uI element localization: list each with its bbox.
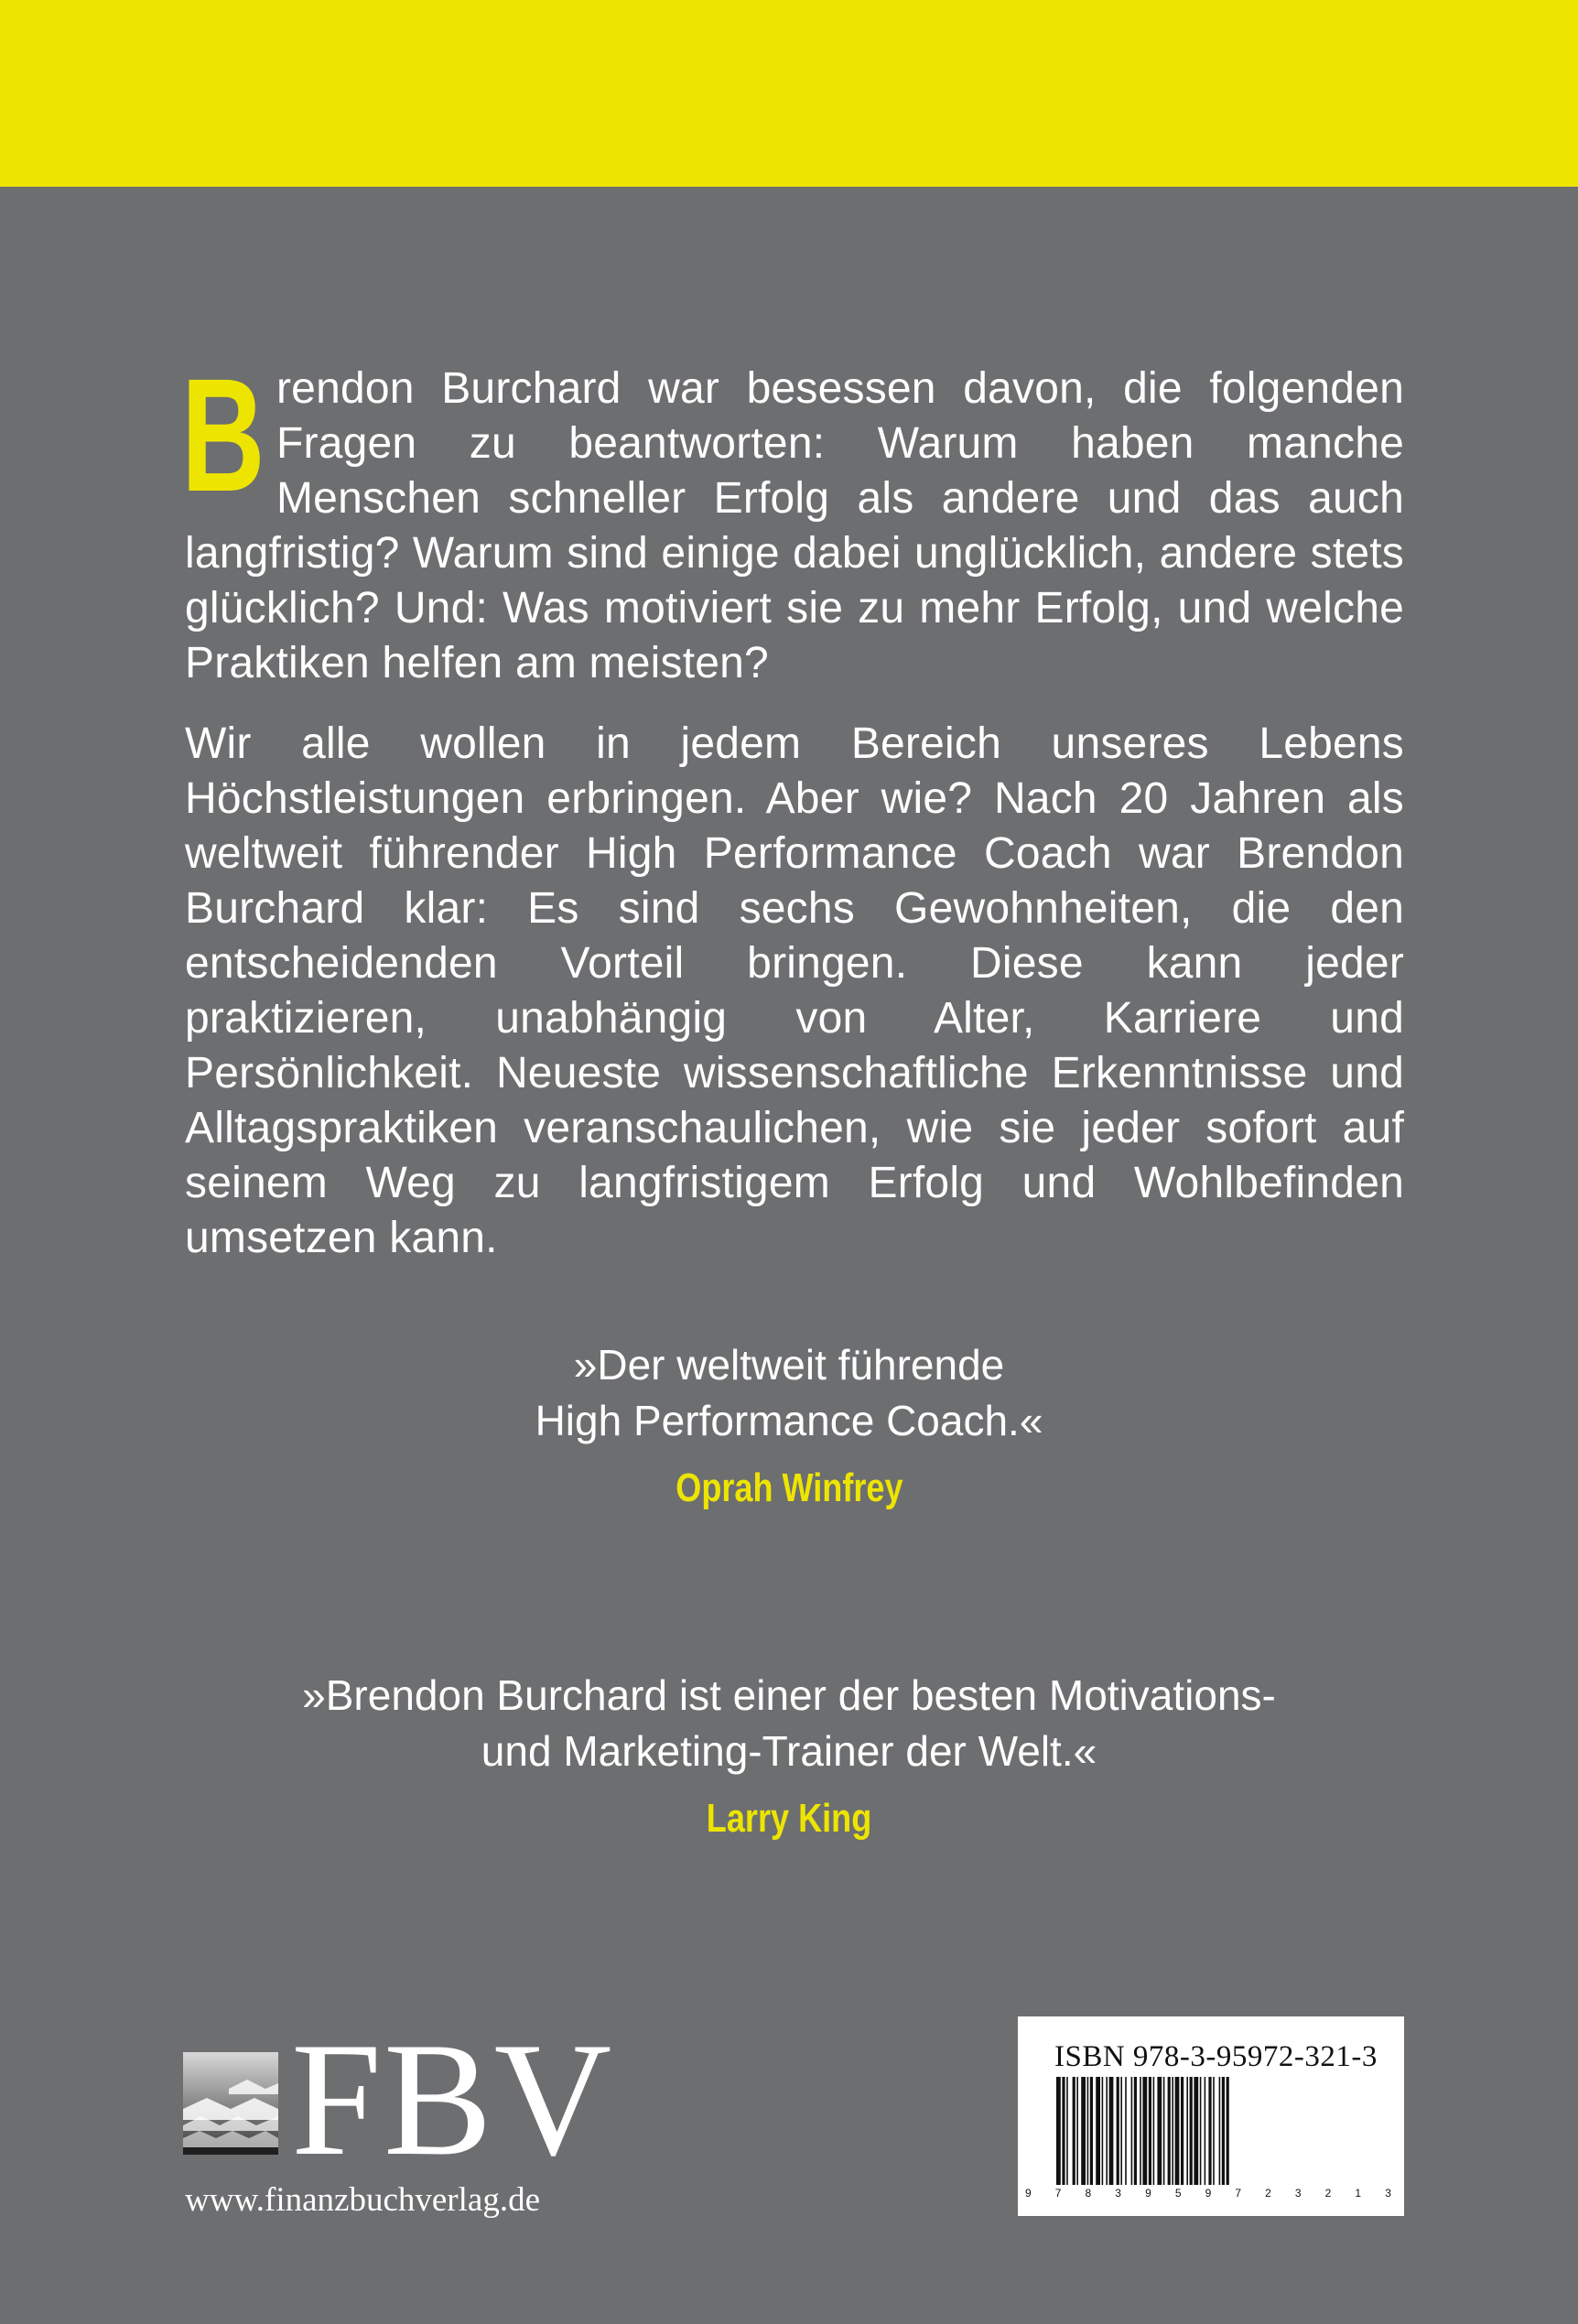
quote-larry-king: [0, 1668, 1578, 1842]
drop-cap: B: [181, 346, 265, 525]
barcode-digit: 7: [1054, 2187, 1062, 2200]
quote-line: High Performance Coach.«: [535, 1397, 1043, 1444]
fbv-logo-mark-icon: [183, 2052, 278, 2155]
top-color-band: [0, 0, 1578, 187]
barcode-digit: 2: [1324, 2187, 1332, 2200]
barcode-digit: 5: [1174, 2187, 1182, 2200]
barcode-digit: 3: [1385, 2187, 1391, 2200]
barcode-icon: [1056, 2077, 1367, 2185]
barcode-digit: 7: [1235, 2187, 1242, 2200]
barcode-digit: 9: [1205, 2187, 1212, 2200]
quote-line: »Brendon Burchard ist einer der besten Motivations-: [302, 1671, 1276, 1719]
quote-oprah: [0, 1337, 1578, 1511]
logo-wordmark: FBV: [291, 2008, 614, 2189]
barcode-digit: 3: [1294, 2187, 1302, 2200]
barcode-digit: 3: [1115, 2187, 1121, 2200]
quote-author: Oprah Winfrey: [675, 1465, 903, 1510]
quote-author: Larry King: [706, 1796, 872, 1841]
quote-line: und Marketing-Trainer der Welt.«: [481, 1727, 1097, 1775]
barcode-label: [1018, 2016, 1404, 2216]
barcode-digit: 2: [1265, 2187, 1271, 2200]
barcode-digit: 9: [1025, 2187, 1032, 2200]
barcode-digit: 9: [1145, 2187, 1151, 2200]
blurb-paragraph-1: [181, 346, 1404, 691]
blurb-text: [181, 346, 1404, 1266]
publisher-website: www.finanzbuchverlag.de: [185, 2181, 540, 2219]
blurb-paragraph-1-text: rendon Burchard war besessen davon, die folgenden Fragen zu beantworten: Warum haben manche Menschen schneller Erfolg als andere und das auch langfristig? Warum sind einige dabei unglücklich, andere stets glücklich? Und: Was motiviert sie zu mehr Erfolg, und welche Praktiken helfen am meisten?: [185, 364, 1404, 687]
quote-line: »Der weltweit führende: [573, 1341, 1005, 1389]
barcode-digit: 1: [1355, 2187, 1362, 2200]
isbn-text: ISBN 978-3-95972-321-3: [1054, 2040, 1378, 2073]
barcode-digits: [1025, 2187, 1391, 2200]
blurb-paragraph-2: Wir alle wollen in jedem Bereich unseres Lebens Höchstleistungen erbringen. Aber wie? Nach 20 Jahren als weltweit führender High Performance Coach war Brendon Burchard klar: Es sind sechs Gewohnheiten, die den entscheidenden Vorteil bringen. Diese kann jeder praktizieren, unabhängig von Alter, Karriere und Persönlichkeit. Neueste wissenschaftliche Erkenntnisse und Alltagspraktiken veranschaulichen, wie sie jeder sofort auf seinem Weg zu langfristigem Erfolg und Wohlbefinden umsetzen kann.: [185, 719, 1404, 1262]
barcode-digit: 8: [1085, 2187, 1092, 2200]
